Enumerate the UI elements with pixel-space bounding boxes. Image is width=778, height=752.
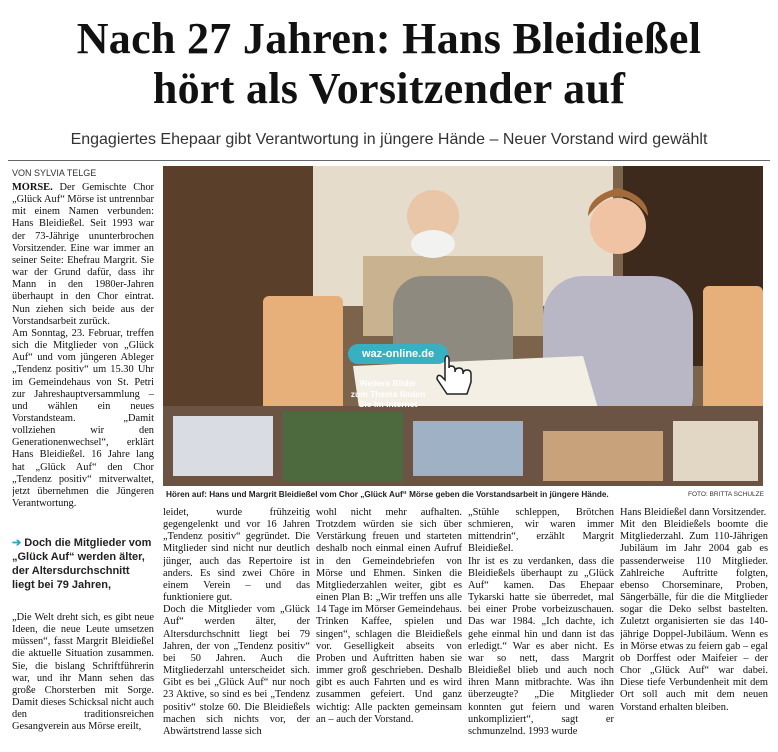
divider	[8, 160, 770, 161]
headline-line-1: Nach 27 Jahren: Hans Bleidießel	[76, 14, 702, 63]
article-photo	[163, 166, 763, 486]
article-column-2: leidet, wurde frühzeitig gegengelenkt und vor 16 Jahren „Tendenz positiv“ gegründet. Die Mitglieder sind nicht nur deutlich jünger, auch das Repertoire ist anders. Es sind zwei Chöre in einem Verein – und das funktioniere gut. Doch die Mitglieder vom „Glück Auf“ werden älter, der Altersdurchschnitt liegt bei 79 Jahren, der von „Tendenz positiv“ bei 50 Jahren. Auch die Mitgliederzahl unterscheidet sich. Gibt es bei „Glück Auf“ nur noch 23 Aktive, so sind es bei „Tendenz positiv“ stolze 60. Die Bleidießels machen sich nichts vor, der Abwärtstrend lasse sich	[163, 507, 310, 737]
photo-illustration	[163, 166, 763, 486]
pointing-hand-icon	[431, 354, 479, 402]
article-column-1-continued: „Die Welt dreht sich, es gibt neue Ideen, die neue Leute umsetzen müssen“, fasst Margrit Bleidießel die aktuelle Situation zusammen. Sie, die bislang Schriftführerin war, und ihr Mann sehen das große Chorsterben mit Sorge. Damit dieses Schicksal nicht auch den traditionsreichen Gesangverein aus Mörse ereilt,	[12, 612, 154, 733]
subheadline: Engagiertes Ehepaar gibt Verantwortung in jüngere Hände – Neuer Vorstand wird gewählt	[70, 131, 708, 148]
dateline: MÖRSE.	[12, 182, 53, 193]
headline-line-2: hört als Vorsitzender auf	[152, 64, 626, 113]
sidebar-heading-line-2: „Glück Auf“ werden älter,	[12, 551, 145, 563]
article-column-3: wohl nicht mehr aufhalten. Trotzdem würden sie sich über Verstärkung freuen und starteten deshalb noch einmal einen Aufruf in den Gemeindebriefen von Mörse und Ehmen. Sinken die Mitgliederzahlen weiter, gibt es einen Plan B: „Wir treffen uns alle 14 Tage im Mörser Gemeindehaus. Trinken Kaffee, spielen und singen“, schlagen die Bleidießels vor. Geselligkeit abseits von Proben und Auftritten haben sie immer groß geschrieben. Deshalb gibt es auch Fahrten und es wird zusammen gefeiert. Und ganz wichtig: Alle packten gemeinsam an – auch der Vorstand.	[316, 507, 462, 725]
byline: VON SYLVIA TELGE	[12, 168, 97, 178]
sidebar-heading-line-1: Doch die Mitglieder vom	[24, 537, 152, 549]
photo-credit: FOTO: BRITTA SCHULZE	[688, 491, 764, 498]
article-column-1-text: Der Gemischte Chor „Glück Auf“ Mörse ist untrennbar mit einem Namen verbunden: Hans Bleidießel. Seit 1993 war der 73-Jährige ununterbrochen Vorsitzender. Eine war immer an seiner Seite: Ehefrau Margrit. Sie war der Grund dafür, dass ihr Mann in den 1980er-Jahren überhaupt in den Chor eintrat. Nun ziehen sich beide aus der Vorstandsarbeit zurück. Am Sonntag, 23. Februar, treffen sich die Mitglieder von „Glück Auf“ und vom jüngeren Ableger „Tendenz positiv“ um 15.30 Uhr im Gemeindehaus von St. Petri zur Jahreshauptversammlung – und wählen ein neues Vorstandsteam. „Damit vollziehen wir den Generationenwechsel“, erklärt Hans Bleidießel. 16 Jahre lang hat „Glück Auf“ den Chor „Tendenz positiv“ mitverwaltet, jetzt übernehmen die Jüngeren Verantwortung.	[12, 182, 154, 510]
photo-caption: Hören auf: Hans und Margrit Bleidießel vom Chor „Glück Auf“ Mörse geben die Vorstandsarbeit in jüngere Hände.	[166, 490, 609, 499]
sidebar-heading-line-3: der Altersdurchschnitt	[12, 565, 130, 577]
sidebar-heading-line-4: liegt bei 79 Jahren,	[12, 579, 112, 591]
article-column-4: „Stühle schleppen, Brötchen schmieren, wir waren immer mittendrin“, erzählt Margrit Bleidießel. Ihr ist es zu verdanken, dass die Bleidießels überhaupt zu „Glück Auf“ kamen. Das Ehepaar Tykarski hatte sie überredet, mal bei einer Probe vorbeizuschauen. Das war 1984. „Ich dachte, ich gehe einmal hin und dann ist das erledigt.“ War es aber nicht. Es war so nett, dass Margrit Bleidießel blieb und auch noch ihren Mann mitbrachte. Was ihn überzeugte? „Die Mitglieder konnten gut feiern und waren unkompliziert“, sagt er schmunzelnd. 1993 wurde	[468, 507, 614, 737]
sidebar-heading	[12, 536, 162, 592]
headline	[0, 14, 778, 114]
article-column-5: Hans Bleidießel dann Vorsitzender. Mit den Bleidießels boomte die Mitgliederzahl. Zum 110-Jährigen Jubiläum im Jahr 2004 gab es passenderweise 110 Mitglieder. Zahlreiche Auftritte folgten, ebenso Chorseminare, Proben, Sängerbälle, für die die Mitglieder sogar die Deko selbst bastelten. Zuletzt organisierten sie das 140-jährige Doppel-Jubiläum. Wenn es in Mörse etwas zu feiern gab – egal ob Dorffest oder Maifeier – der Chor „Glück Auf“ war dabei. Diese tiefe Verbundenheit mit dem Ort soll auch mit dem neuen Vorstand erhalten bleiben.	[620, 507, 768, 713]
article-column-1	[12, 182, 154, 512]
arrow-icon: ➔	[12, 537, 25, 549]
web-note: Weitere Bilder zum Thema finden Sie im Internet	[350, 378, 426, 409]
web-link-badge[interactable]: waz-online.de	[348, 344, 448, 364]
